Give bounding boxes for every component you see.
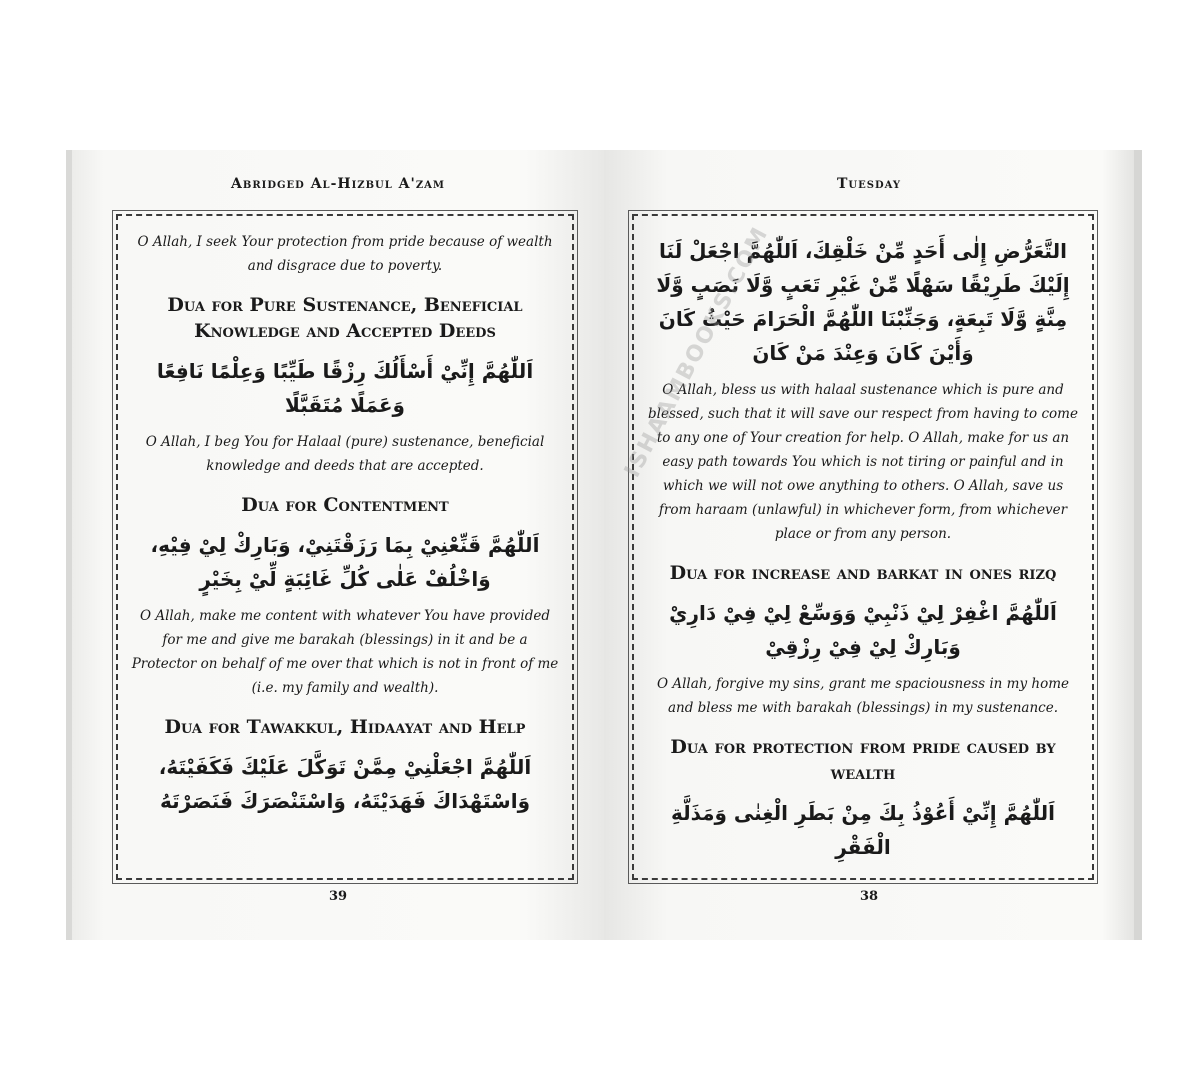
arabic-contentment: اَللّٰهُمَّ قَنِّعْنِيْ بِمَا رَزَقْتَنِيْ، وَبَارِكْ لِيْ فِيْهِ، وَاخْلُفْ عَلٰى كُلِّ غَائِبَةٍ لِّيْ بِخَيْرٍ bbox=[150, 533, 540, 591]
right-page bbox=[604, 150, 1142, 940]
arabic-pride-wealth: اَللّٰهُمَّ إِنِّيْ أَعُوْذُ بِكَ مِنْ بَطَرِ الْغِنٰى وَمَذَلَّةِ الْفَقْرِ bbox=[670, 801, 1056, 859]
arabic-barkat-rizq: اَللّٰهُمَّ اغْفِرْ لِيْ ذَنْبِيْ وَوَسِّعْ لِيْ فِيْ دَارِيْ وَبَارِكْ لِيْ فِيْ رِزْقِيْ bbox=[669, 601, 1057, 659]
translation-contentment: O Allah, make me content with whatever You have provided for me and give me barakah (blessings) in it and be a Protector on behalf of me over that which is not in front of me (i.e. my family and wealth). bbox=[131, 608, 559, 696]
heading-tawakkul: Dua for Tawakkul, Hidaayat and Help bbox=[164, 716, 526, 738]
left-page bbox=[66, 150, 604, 940]
arabic-halaal-sustenance: التَّعَرُّضِ إِلٰى أَحَدٍ مِّنْ خَلْقِكَ، اَللّٰهُمَّ اجْعَلْ لَنَا إِلَيْكَ طَرِيْقًا سَهْلًا مِّنْ غَيْرِ تَعَبٍ وَّلَا نَصَبٍ وَّلَا مِنَّةٍ وَّلَا تَبِعَةٍ، وَجَنِّبْنَا اللّٰهُمَّ الْحَرَامَ حَيْثُ كَانَ وَأَيْنَ كَانَ وَعِنْدَ مَنْ كَانَ bbox=[656, 239, 1070, 365]
arabic-tawakkul: اَللّٰهُمَّ اجْعَلْنِيْ مِمَّنْ تَوَكَّلَ عَلَيْكَ فَكَفَيْتَهُ، وَاسْتَهْدَاكَ فَهَدَيْتَهُ، وَاسْتَنْصَرَكَ فَنَصَرْتَهُ bbox=[158, 755, 532, 813]
left-page-frame bbox=[116, 214, 574, 880]
translation-barkat-rizq: O Allah, forgive my sins, grant me spaciousness in my home and bless me with barakah (blessings) in my sustenance. bbox=[656, 676, 1070, 716]
page-number-left: 39 bbox=[328, 889, 348, 904]
watermark: ISHAAMBOOKS.COM bbox=[620, 222, 774, 482]
arabic-pure-sustenance: اَللّٰهُمَّ إِنِّيْ أَسْأَلُكَ رِزْقًا طَيِّبًا وَعِلْمًا نَافِعًا وَعَمَلًا مُتَقَبَّلًا bbox=[156, 359, 534, 417]
heading-contentment: Dua for Contentment bbox=[241, 494, 449, 516]
page-number-right: 38 bbox=[859, 889, 879, 904]
right-page-frame bbox=[632, 214, 1094, 880]
translation-pride-poverty: O Allah, I seek Your protection from pride because of wealth and disgrace due to poverty. bbox=[137, 234, 553, 274]
running-head-right: Tuesday bbox=[836, 176, 902, 192]
heading-pure-sustenance: Dua for Pure Sustenance, Beneficial Knowledge and Accepted Deeds bbox=[167, 294, 523, 342]
running-head-left: Abridged Al-Hizbul A'zam bbox=[231, 176, 445, 192]
heading-barkat-rizq: Dua for increase and barkat in ones rizq bbox=[669, 562, 1057, 584]
translation-halaal-sustenance: O Allah, bless us with halaal sustenance which is pure and blessed, such that it will save our respect from having to come to any one of Your creation for help. O Allah, make for us an easy path towards You which is not tiring or painful and in which we will not owe anything to others. O Allah, save us from haraam (unlawful) in whichever form, from whichever place or from any person. bbox=[648, 382, 1078, 542]
open-book bbox=[66, 150, 1142, 940]
heading-pride-wealth: Dua for protection from pride caused by wealth bbox=[670, 736, 1056, 784]
translation-pure-sustenance: O Allah, I beg You for Halaal (pure) sustenance, beneficial knowledge and deeds that are accepted. bbox=[145, 434, 545, 474]
